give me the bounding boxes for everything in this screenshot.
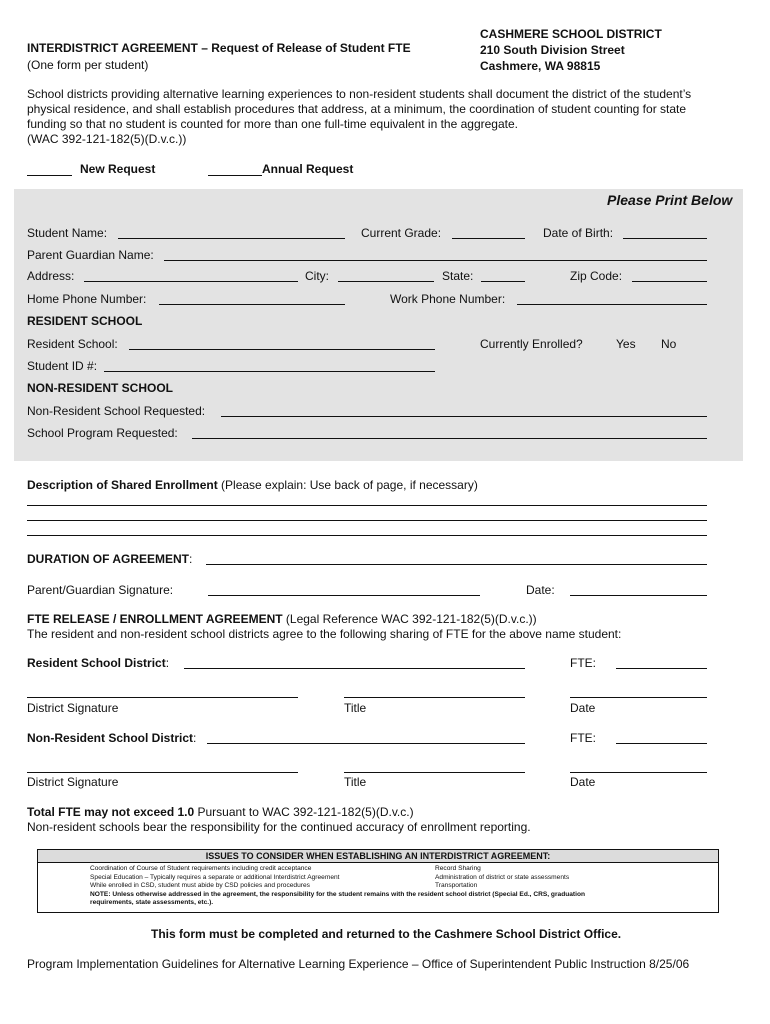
- intro-line-2: physical residence, and shall establish procedures that address, at a minimum, the coordination of student counting for state: [27, 102, 687, 116]
- description-line-1[interactable]: [27, 505, 707, 506]
- nonresident-district-field[interactable]: [207, 743, 525, 744]
- city-label: City:: [305, 269, 329, 283]
- intro-line-4: (WAC 392-121-182(5)(D.v.c.)): [27, 132, 187, 146]
- please-print-heading: Please Print Below: [607, 192, 733, 208]
- issue-note-line-2: requirements, state assessments, etc.).: [90, 899, 214, 907]
- school-program-label: School Program Requested:: [27, 426, 178, 440]
- address-label: Address:: [27, 269, 75, 283]
- issue-left-2: Special Education – Typically requires a separate or additional Interdistrict Agreement: [90, 873, 340, 881]
- intro-line-3: funding so that no student is counted for more than one full-time equivalent in the aggregate.: [27, 117, 518, 131]
- description-line-3[interactable]: [27, 535, 707, 536]
- return-notice: This form must be completed and returned to the Cashmere School District Office.: [151, 927, 622, 941]
- student-name-label: Student Name:: [27, 226, 108, 240]
- currently-enrolled-label: Currently Enrolled?: [480, 337, 583, 351]
- total-fte-note: Total FTE may not exceed 1.0 Pursuant to WAC 392-121-182(5)(D.v.c.): [27, 805, 414, 819]
- nonresident-fte-label: FTE:: [570, 731, 596, 745]
- duration-label: DURATION OF AGREEMENT:: [27, 552, 193, 566]
- nonresident-school-field[interactable]: [221, 416, 707, 417]
- dob-field[interactable]: [623, 238, 707, 239]
- resident-school-heading: RESIDENT SCHOOL: [27, 314, 143, 328]
- current-grade-field[interactable]: [452, 238, 525, 239]
- resident-date-label: Date: [570, 701, 596, 715]
- description-line-2[interactable]: [27, 520, 707, 521]
- description-label: Description of Shared Enrollment (Please explain: Use back of page, if necessary): [27, 478, 478, 492]
- resident-district-field[interactable]: [184, 668, 525, 669]
- signature-date-label: Date:: [526, 583, 555, 597]
- work-phone-label: Work Phone Number:: [390, 292, 506, 306]
- resident-fte-label: FTE:: [570, 656, 596, 670]
- resident-date-field[interactable]: [570, 697, 707, 698]
- dob-label: Date of Birth:: [543, 226, 614, 240]
- nonresident-fte-field[interactable]: [616, 743, 707, 744]
- resident-district-signature-label: District Signature: [27, 701, 119, 715]
- home-phone-label: Home Phone Number:: [27, 292, 147, 306]
- nonresident-date-label: Date: [570, 775, 596, 789]
- guidelines-footer: Program Implementation Guidelines for Alternative Learning Experience – Office of Superintendent Public Instruction 8/25/06: [27, 957, 690, 971]
- issue-right-1: Record Sharing: [435, 865, 481, 872]
- form-title: INTERDISTRICT AGREEMENT – Request of Release of Student FTE: [27, 41, 411, 55]
- issue-left-3: While enrolled in CSD, student must abide by CSD policies and procedures: [90, 882, 310, 890]
- zip-label: Zip Code:: [570, 269, 623, 283]
- parent-signature-field[interactable]: [208, 595, 480, 596]
- student-id-label: Student ID #:: [27, 359, 98, 373]
- nonresident-district-signature-field[interactable]: [27, 772, 298, 773]
- nonresident-title-field[interactable]: [344, 772, 525, 773]
- issue-note-line-1: NOTE: Unless otherwise addressed in the agreement, the responsibility for the student remains with the resident school district (Special Ed., CRS, graduation: [90, 890, 585, 898]
- parent-signature-label: Parent/Guardian Signature:: [27, 583, 174, 597]
- issue-right-3: Transportation: [435, 882, 478, 890]
- state-field[interactable]: [481, 281, 525, 282]
- student-name-field[interactable]: [118, 238, 345, 239]
- intro-line-1: School districts providing alternative learning experiences to non-resident students shall document the district of the student’s: [27, 87, 692, 101]
- parent-name-field[interactable]: [164, 260, 707, 261]
- nonresident-school-label: Non-Resident School Requested:: [27, 404, 206, 418]
- school-program-field[interactable]: [192, 438, 707, 439]
- nonresident-district-label: Non-Resident School District:: [27, 731, 197, 745]
- student-id-field[interactable]: [104, 371, 435, 372]
- issue-right-2: Administration of district or state assessments: [435, 873, 570, 881]
- annual-request-label: Annual Request: [262, 162, 354, 176]
- zip-field[interactable]: [632, 281, 707, 282]
- nonresident-school-heading: NON-RESIDENT SCHOOL: [27, 381, 174, 395]
- district-city: Cashmere, WA 98815: [480, 59, 601, 73]
- city-field[interactable]: [338, 281, 434, 282]
- fte-subtext: The resident and non-resident school districts agree to the following sharing of FTE for the above name student:: [27, 627, 622, 641]
- resident-school-label: Resident School:: [27, 337, 118, 351]
- issues-box: [37, 849, 719, 913]
- home-phone-field[interactable]: [159, 304, 345, 305]
- work-phone-field[interactable]: [517, 304, 707, 305]
- annual-request-blank[interactable]: [208, 175, 262, 176]
- enrolled-no-option[interactable]: No: [661, 337, 677, 351]
- address-field[interactable]: [84, 281, 298, 282]
- district-street: 210 South Division Street: [480, 43, 625, 57]
- parent-name-label: Parent Guardian Name:: [27, 248, 154, 262]
- signature-date-field[interactable]: [570, 595, 707, 596]
- enrolled-yes-option[interactable]: Yes: [616, 337, 636, 351]
- form-subtitle: (One form per student): [27, 58, 149, 72]
- issues-heading: ISSUES TO CONSIDER WHEN ESTABLISHING AN INTERDISTRICT AGREEMENT:: [38, 850, 718, 863]
- resident-fte-field[interactable]: [616, 668, 707, 669]
- district-name: CASHMERE SCHOOL DISTRICT: [480, 27, 662, 41]
- resident-district-signature-field[interactable]: [27, 697, 298, 698]
- resident-school-field[interactable]: [129, 349, 435, 350]
- nonresident-title-label: Title: [344, 775, 367, 789]
- current-grade-label: Current Grade:: [361, 226, 442, 240]
- issue-left-1: Coordination of Course of Student requirements including credit acceptance: [90, 865, 312, 872]
- duration-field[interactable]: [206, 564, 707, 565]
- new-request-label: New Request: [80, 162, 156, 176]
- nonresident-date-field[interactable]: [570, 772, 707, 773]
- nonresident-district-signature-label: District Signature: [27, 775, 119, 789]
- resident-district-label: Resident School District:: [27, 656, 170, 670]
- resident-title-field[interactable]: [344, 697, 525, 698]
- fte-heading: FTE RELEASE / ENROLLMENT AGREEMENT (Legal Reference WAC 392-121-182(5)(D.v.c.)): [27, 612, 537, 626]
- new-request-blank[interactable]: [27, 175, 72, 176]
- resident-title-label: Title: [344, 701, 367, 715]
- reporting-responsibility-note: Non-resident schools bear the responsibility for the continued accuracy of enrollment reporting.: [27, 820, 531, 834]
- state-label: State:: [442, 269, 474, 283]
